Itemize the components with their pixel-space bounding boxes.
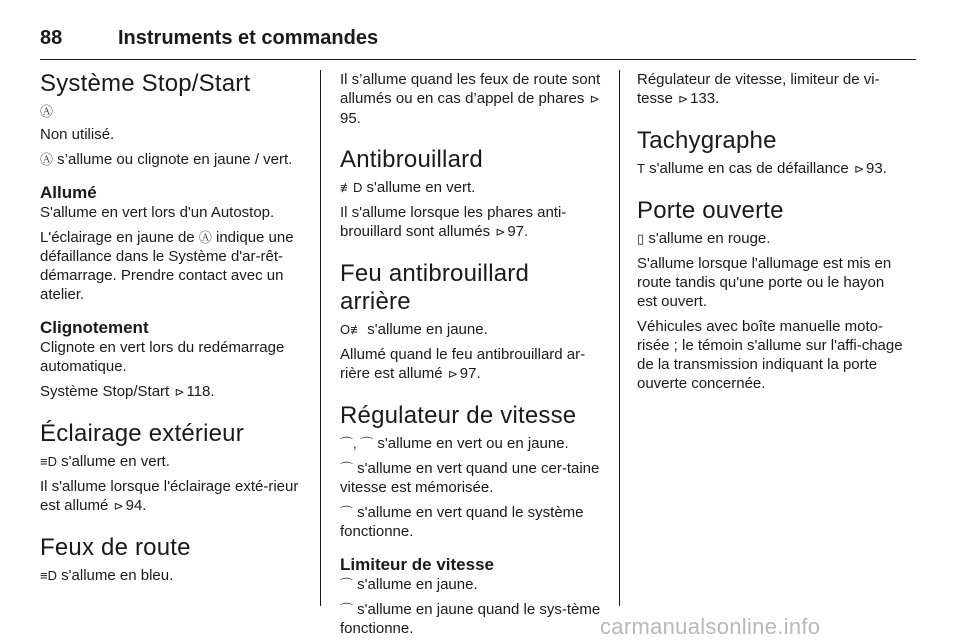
page-ref-arrow-icon: ⊳ (174, 385, 185, 399)
route-text-2: Il s’allume quand les feux de route sont allumés ou en cas d’appel de phares ⊳95. (340, 71, 601, 127)
page-ref[interactable]: 97. (507, 223, 529, 240)
antib-text-1: ≢D s'allume en vert. (340, 179, 476, 196)
fog-light-icon: ≢D (340, 180, 363, 195)
heading-feu-antibrouillard-arriere: Feu antibrouillard arrière (340, 260, 530, 315)
page-ref[interactable]: 93. (866, 160, 887, 177)
clign-text-1: Clignote en vert lors du redémarrage automatique. (40, 339, 285, 375)
header-rule (40, 59, 916, 60)
column-divider (320, 70, 321, 606)
stop-start-icon: Ⓐ (40, 104, 54, 119)
porte-text-1: ▯ s'allume en rouge. (637, 230, 771, 247)
feu-ar-text-1: O≢ s'allume en jaune. (340, 321, 488, 338)
reg-text-2: ⌒ s'allume en vert quand une cer-taine vitesse est mémorisée. (340, 460, 600, 496)
heading-stop-start: Système Stop/Start (40, 70, 251, 97)
heading-feux-de-route: Feux de route (40, 534, 191, 561)
tachograph-icon: T (637, 161, 645, 176)
column-divider (619, 70, 620, 606)
cruise-control-icon: ⌒ (340, 505, 354, 520)
page-header (40, 18, 916, 58)
page-ref-arrow-icon: ⊳ (495, 225, 506, 239)
stop-start-icon: Ⓐ (40, 152, 54, 167)
porte-text-2: S'allume lorsque l'allumage est mis en route tandis qu'une porte ou le hayon est ouvert. (637, 255, 892, 310)
page-ref-arrow-icon: ⊳ (853, 162, 865, 176)
exterior-light-icon: ≡D (40, 454, 57, 469)
clign-text-2: Système Stop/Start ⊳ 118. (40, 383, 215, 400)
page-ref[interactable]: 133. (690, 90, 720, 107)
door-open-icon: ▯ (637, 231, 645, 246)
page-ref[interactable]: 118. (186, 383, 215, 400)
page-ref-arrow-icon: ⊳ (113, 499, 124, 513)
column-1 (40, 70, 308, 585)
speed-limiter-icon: ⌒ (340, 602, 354, 617)
heading-clignotement: Clignotement (40, 318, 149, 337)
footer-watermark: carmanualsonline.info (600, 614, 821, 639)
high-beam-icon: ≡D (40, 568, 57, 583)
reg-text-3: ⌒ s'allume en vert quand le système fonctionne. (340, 504, 584, 540)
antib-text-2: Il s'allume lorsque les phares anti-brouillard sont allumés ⊳ 97. (340, 204, 567, 240)
column-2 (340, 70, 604, 638)
ext-text-2: Il s'allume lorsque l'éclairage exté-rieur est allumé ⊳ 94. (40, 478, 299, 514)
allume-text-2: L'éclairage en jaune de Ⓐ indique une défaillance dans le Système d'ar-rêt-démarrage. Prendre contact avec un atelier. (40, 229, 294, 303)
speed-limiter-icon: ⌒ (340, 577, 354, 592)
lim-text-1: ⌒ s'allume en jaune. (340, 576, 478, 593)
heading-allume: Allumé (40, 183, 97, 202)
lim-text-2: ⌒ s'allume en jaune quand le sys-tème fonctionne. (340, 601, 601, 637)
page-ref[interactable]: 94. (125, 497, 147, 514)
page-ref-arrow-icon: ⊳ (589, 92, 600, 106)
tacho-text-1: T s'allume en cas de défaillance ⊳ 93. (637, 160, 887, 177)
heading-eclairage-exterieur: Éclairage extérieur (40, 420, 244, 447)
heading-limiteur-de-vitesse: Limiteur de vitesse (340, 555, 495, 574)
chapter-title: Instruments et commandes (118, 26, 379, 49)
heading-tachygraphe: Tachygraphe (637, 127, 777, 154)
stop-start-icon: Ⓐ (198, 230, 212, 245)
page-number: 88 (40, 26, 63, 49)
cruise-control-icon: ⌒, ⌒ (340, 436, 374, 451)
rear-fog-light-icon: O≢ (340, 322, 364, 337)
not-used-text: Non utilisé. (40, 126, 115, 143)
stop-start-lights-text: Ⓐ s’allume ou clignote en jaune / vert. (40, 151, 293, 168)
heading-porte-ouverte: Porte ouverte (637, 197, 784, 224)
heading-antibrouillard: Antibrouillard (340, 146, 483, 173)
page-ref-arrow-icon: ⊳ (447, 367, 458, 381)
route-text-1: ≡D s'allume en bleu. (40, 567, 174, 584)
feu-ar-text-2: Allumé quand le feu antibrouillard ar-rière est allumé ⊳ 97. (340, 346, 586, 382)
porte-text-3: Véhicules avec boîte manuelle moto-risée ; le témoin s'allume sur l'affi-chage de la transmission indiquant la porte ouverte concernée. (637, 318, 903, 392)
reg-text-1: ⌒, ⌒ s'allume en vert ou en jaune. (340, 435, 569, 452)
reg-cont-text: Régulateur de vitesse, limiteur de vi-tesse ⊳ 133. (637, 71, 880, 107)
page-ref[interactable]: 95. (340, 110, 361, 127)
allume-text-1: S'allume en vert lors d'un Autostop. (40, 204, 275, 221)
page-ref[interactable]: 97. (459, 365, 481, 382)
page-ref-arrow-icon: ⊳ (678, 92, 689, 106)
cruise-control-icon: ⌒ (340, 461, 354, 476)
heading-regulateur-de-vitesse: Régulateur de vitesse (340, 402, 577, 429)
ext-text-1: ≡D s'allume en vert. (40, 453, 170, 470)
column-3 (637, 70, 905, 393)
